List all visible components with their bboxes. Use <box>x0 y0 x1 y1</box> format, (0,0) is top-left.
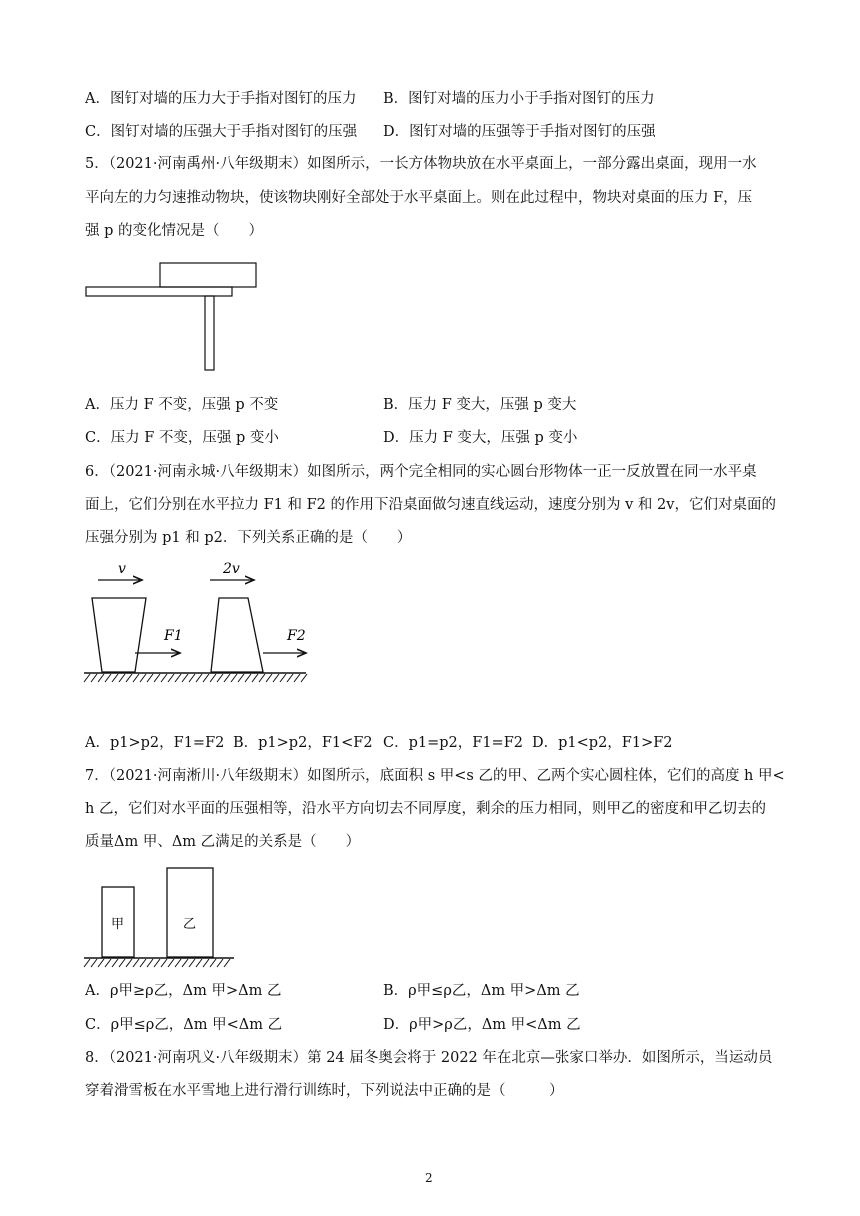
velocity-label-2v: 2v <box>223 561 240 577</box>
page-number: 2 <box>425 1171 433 1185</box>
q5-figure-block-on-table <box>80 258 270 374</box>
q5-option-c: C．压力 F 不变，压强 p 变小 <box>85 430 279 446</box>
velocity-label-v: v <box>118 561 126 577</box>
block <box>160 263 256 287</box>
q4-option-b: B．图钉对墙的压力小于手指对图钉的压力 <box>383 91 655 107</box>
q5-option-d: D．压力 F 变大，压强 p 变小 <box>383 430 578 446</box>
q8-stem-line1: 8．（2021·河南巩义·八年级期末）第 24 届冬奥会将于 2022 年在北京—张家口举办．如图所示，当运动员 <box>85 1050 773 1066</box>
cylinder-jia-label: 甲 <box>111 917 125 932</box>
q6-figure-frustums <box>80 558 310 690</box>
q5-stem-line1: 5．（2021·河南禹州·八年级期末）如图所示，一长方体物块放在水平桌面上，一部分露出桌面，现用一水 <box>85 156 757 172</box>
q6-option-c: C．p1=p2，F1=F2 <box>383 735 523 751</box>
q4-option-c: C．图钉对墙的压强大于手指对图钉的压强 <box>85 124 358 140</box>
ground-hatching <box>84 959 230 967</box>
q4-option-d: D．图钉对墙的压强等于手指对图钉的压强 <box>383 124 656 140</box>
q7-option-b: B．ρ甲≤ρ乙，Δm 甲>Δm 乙 <box>383 983 580 999</box>
q5-stem-line3: 强 p 的变化情况是（ ） <box>85 223 263 239</box>
force-label-f2: F2 <box>287 628 306 644</box>
frustum-upright <box>211 598 263 672</box>
q8-stem-line2: 穿着滑雪板在水平雪地上进行滑行训练时，下列说法中正确的是（ ） <box>85 1083 564 1099</box>
cylinder-yi <box>167 868 213 957</box>
q6-stem-line1: 6．（2021·河南永城·八年级期末）如图所示，两个完全相同的实心圆台形物体一正一反放置在同一水平桌 <box>85 464 757 480</box>
q7-option-a: A．ρ甲≥ρ乙，Δm 甲>Δm 乙 <box>85 983 282 999</box>
q5-option-a: A．压力 F 不变，压强 p 不变 <box>85 397 279 413</box>
q5-stem-line2: 平向左的力匀速推动物块，使该物块刚好全部处于水平桌面上。则在此过程中，物块对桌面的压力 F，压 <box>85 190 753 206</box>
q7-stem-line2: h 乙，它们对水平面的压强相等，沿水平方向切去不同厚度，剩余的压力相同，则甲乙的密度和甲乙切去的 <box>85 801 766 817</box>
q6-option-a: A．p1>p2，F1=F2 <box>85 735 225 751</box>
q4-option-a: A．图钉对墙的压力大于手指对图钉的压力 <box>85 91 357 107</box>
q6-option-d: D．p1<p2，F1>F2 <box>532 735 673 751</box>
q5-option-b: B．压力 F 变大，压强 p 变大 <box>383 397 577 413</box>
force-label-f1: F1 <box>164 628 183 644</box>
q6-option-b: B．p1>p2，F1<F2 <box>233 735 373 751</box>
cylinder-yi-label: 乙 <box>183 917 197 932</box>
q7-stem-line3: 质量Δm 甲、Δm 乙满足的关系是（ ） <box>85 834 361 850</box>
frustum-inverted <box>92 598 146 672</box>
q7-option-c: C．ρ甲≤ρ乙，Δm 甲<Δm 乙 <box>85 1017 283 1033</box>
q6-stem-line2: 面上，它们分别在水平拉力 F1 和 F2 的作用下沿桌面做匀速直线运动，速度分别为 v 和 2v，它们对桌面的 <box>85 497 776 513</box>
q6-stem-line3: 压强分别为 p1 和 p2．下列关系正确的是（ ） <box>85 530 412 546</box>
q7-figure-cylinders <box>80 862 240 970</box>
ground-hatching <box>84 674 307 682</box>
tabletop <box>86 287 232 296</box>
q7-stem-line1: 7．（2021·河南淅川·八年级期末）如图所示，底面积 s 甲<s 乙的甲、乙两个实心圆柱体，它们的高度 h 甲< <box>85 768 785 784</box>
q7-option-d: D．ρ甲>ρ乙，Δm 甲<Δm 乙 <box>383 1017 581 1033</box>
table-leg <box>205 296 214 370</box>
